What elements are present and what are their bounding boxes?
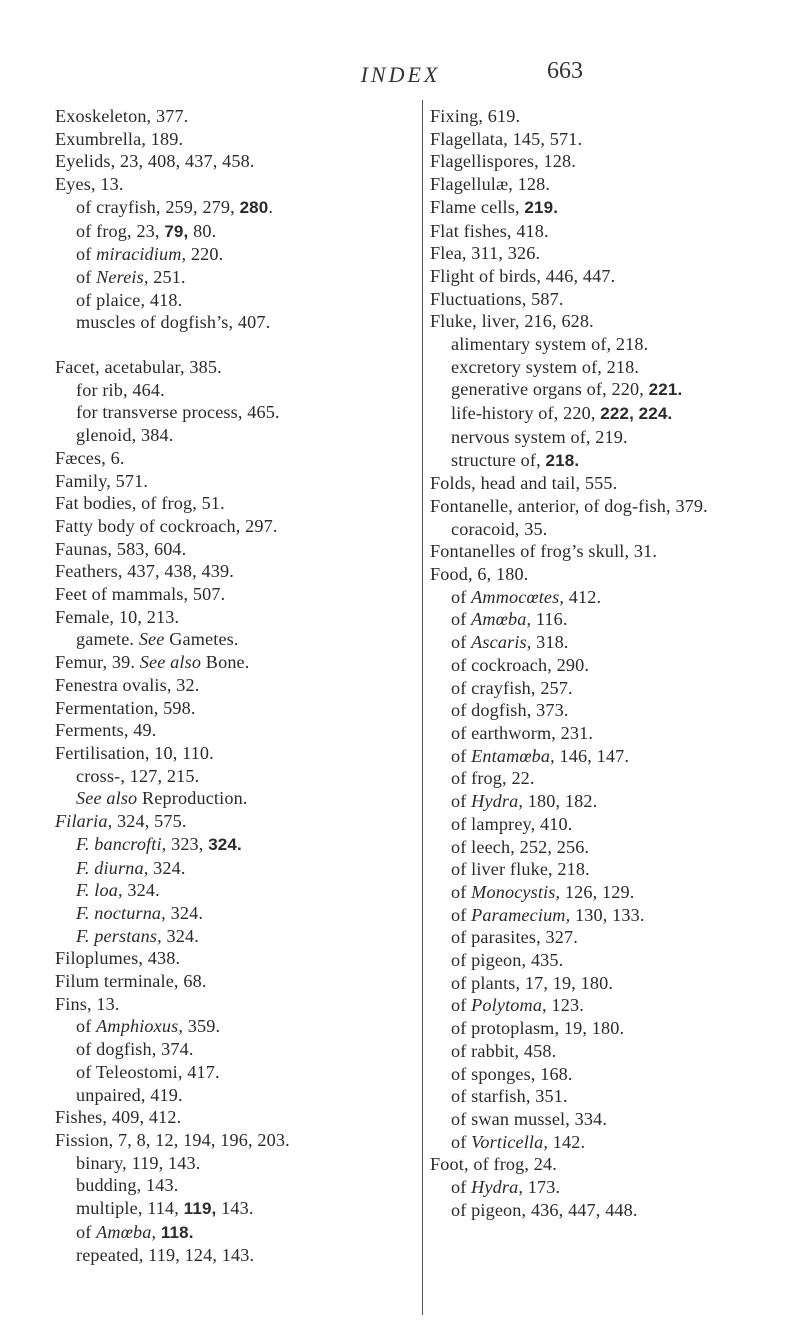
entry-text: of: [451, 791, 472, 812]
index-subentry: [430, 722, 775, 745]
index-subentry: [55, 401, 423, 424]
entry-text: Female, 10, 213.: [55, 606, 180, 627]
entry-text: Flat fishes, 418.: [430, 220, 549, 241]
entry-text: Hydra,: [471, 1177, 524, 1198]
index-subentry: [430, 881, 775, 904]
entry-text: 324.: [208, 834, 242, 854]
entry-text: Feathers, 437, 438, 439.: [55, 561, 234, 582]
entry-text: of crayfish, 257.: [451, 677, 573, 698]
index-subentry: [430, 449, 775, 473]
entry-text: F. nocturna,: [76, 902, 166, 923]
index-entry: [55, 515, 423, 538]
index-subentry: [430, 356, 775, 379]
index-subentry: [55, 266, 423, 289]
index-subentry: [55, 1084, 423, 1107]
entry-text: of: [451, 1131, 472, 1152]
entry-text: Flagellulæ, 128.: [430, 174, 551, 195]
index-entry: [430, 242, 775, 265]
index-entry: [430, 540, 775, 563]
index-entry: [430, 265, 775, 288]
index-entry: [55, 674, 423, 697]
entry-text: Femur, 39.: [55, 652, 140, 673]
index-subentry: [430, 745, 775, 768]
entry-text: generative organs of, 220,: [451, 379, 649, 400]
entry-text: 123.: [546, 995, 584, 1016]
entry-text: 318.: [531, 632, 569, 653]
index-subentry: [430, 1131, 775, 1154]
entry-text: Foot, of frog, 24.: [430, 1154, 557, 1175]
index-subentry: [430, 631, 775, 654]
entry-text: of: [451, 745, 472, 766]
entry-text: F. bancrofti,: [76, 833, 167, 854]
index-entry: [55, 583, 423, 606]
index-entry: [55, 173, 423, 196]
entry-text: of leech, 252, 256.: [451, 836, 590, 857]
entry-text: F. diurna,: [76, 857, 149, 878]
index-column-left: [55, 105, 423, 1267]
index-entry: [55, 492, 423, 515]
index-subentry: [55, 311, 423, 334]
index-subentry: [430, 1199, 775, 1222]
entry-text: of: [451, 632, 472, 653]
entry-text: 323,: [166, 833, 209, 854]
index-subentry: [430, 972, 775, 995]
entry-text: Fertilisation, 10, 110.: [55, 742, 214, 763]
index-subentry: [430, 790, 775, 813]
entry-text: Food, 6, 180.: [430, 564, 529, 585]
entry-text: of liver fluke, 218.: [451, 859, 590, 880]
index-subentry: [55, 196, 423, 220]
entry-text: of cockroach, 290.: [451, 654, 590, 675]
index-entry: [430, 1153, 775, 1176]
entry-text: muscles of dogfish’s, 407.: [76, 312, 271, 333]
entry-text: of parasites, 327.: [451, 927, 578, 948]
entry-text: Filaria,: [55, 811, 113, 832]
entry-text: 143.: [216, 1198, 254, 1219]
index-entry: [430, 220, 775, 243]
index-subentry: [55, 1015, 423, 1038]
entry-text: unpaired, 419.: [76, 1084, 183, 1105]
index-entry: [55, 150, 423, 173]
index-subentry: [430, 677, 775, 700]
column-divider: [422, 100, 423, 1315]
entry-text: Fluctuations, 587.: [430, 288, 564, 309]
index-subentry: [430, 994, 775, 1017]
index-subentry: [430, 608, 775, 631]
entry-text: Fontanelles of frog’s skull, 31.: [430, 541, 658, 562]
index-subentry: [55, 925, 423, 948]
index-entry: [55, 970, 423, 993]
index-column-right: [430, 105, 775, 1221]
index-entry: [430, 472, 775, 495]
entry-text: nervous system of, 219.: [451, 426, 628, 447]
entry-text: of: [451, 881, 472, 902]
entry-text: 220.: [186, 244, 224, 265]
entry-text: Ammocœtes,: [471, 586, 565, 607]
entry-text: Paramecium,: [471, 904, 571, 925]
index-subentry: [430, 926, 775, 949]
index-subentry: [55, 1244, 423, 1267]
index-entry: [55, 697, 423, 720]
entry-text: of starfish, 351.: [451, 1086, 568, 1107]
entry-text: of frog, 23,: [76, 220, 165, 241]
entry-text: Flea, 311, 326.: [430, 243, 541, 264]
index-entry: [55, 470, 423, 493]
index-subentry: [55, 1221, 423, 1245]
page-number: 663: [547, 58, 583, 84]
entry-text: Fat bodies, of frog, 51.: [55, 493, 225, 514]
entry-text: excretory system of, 218.: [451, 356, 640, 377]
entry-text: of: [76, 244, 97, 265]
entry-text: of: [451, 609, 472, 630]
entry-text: Fontanelle, anterior, of dog-fish, 379.: [430, 495, 708, 516]
entry-text: of swan mussel, 334.: [451, 1108, 608, 1129]
entry-text: Fermentation, 598.: [55, 697, 196, 718]
entry-text: 324.: [148, 857, 186, 878]
index-subentry: [430, 586, 775, 609]
entry-text: of: [451, 586, 472, 607]
index-subentry: [430, 402, 775, 426]
entry-text: 218.: [545, 450, 580, 470]
entry-text: of plants, 17, 19, 180.: [451, 972, 614, 993]
entry-text: of dogfish, 374.: [76, 1039, 194, 1060]
entry-text: Filoplumes, 438.: [55, 948, 181, 969]
entry-text: Hydra,: [471, 791, 524, 812]
entry-text: 324.: [165, 902, 204, 923]
entry-text: Vorticella,: [471, 1131, 549, 1152]
entry-text: budding, 143.: [76, 1175, 179, 1196]
entry-text: Ascaris,: [471, 632, 532, 653]
entry-text: 324.: [122, 880, 160, 901]
index-subentry: [55, 289, 423, 312]
index-subentry: [430, 1085, 775, 1108]
entry-text: multiple, 114,: [76, 1198, 184, 1219]
entry-text: of: [451, 995, 472, 1016]
index-subentry: [430, 1063, 775, 1086]
entry-text: 324.: [161, 925, 199, 946]
index-entry: [55, 447, 423, 470]
entry-text: Amphioxus,: [96, 1016, 184, 1037]
index-subentry: [430, 1040, 775, 1063]
index-subentry: [430, 813, 775, 836]
entry-text: of protoplasm, 19, 180.: [451, 1018, 625, 1039]
entry-text: coracoid, 35.: [451, 518, 548, 539]
index-entry: [430, 495, 775, 518]
index-subentry: [55, 765, 423, 788]
index-subentry: [55, 1038, 423, 1061]
index-entry: [430, 288, 775, 311]
entry-text: Fishes, 409, 412.: [55, 1107, 182, 1128]
index-entry: [430, 105, 775, 128]
index-subentry: [55, 1152, 423, 1175]
index-entry: [430, 173, 775, 196]
entry-text: of lamprey, 410.: [451, 813, 573, 834]
index-subentry: [430, 904, 775, 927]
entry-text: Amœba,: [96, 1221, 157, 1242]
index-subentry: [430, 1017, 775, 1040]
entry-text: 412.: [564, 586, 602, 607]
entry-text: of pigeon, 435.: [451, 950, 564, 971]
entry-text: 79,: [164, 221, 189, 241]
index-entry: [430, 128, 775, 151]
running-title: INDEX: [360, 62, 441, 87]
index-entry: [55, 719, 423, 742]
entry-text: glenoid, 384.: [76, 425, 174, 446]
entry-text: 80.: [188, 220, 217, 241]
entry-text: 180, 182.: [523, 791, 598, 812]
index-subentry: [55, 1061, 423, 1084]
index-subentry: [430, 654, 775, 677]
entry-text: Fins, 13.: [55, 993, 120, 1014]
entry-text: F. loa,: [76, 880, 123, 901]
index-subentry: [430, 1176, 775, 1199]
entry-text: of: [76, 266, 97, 287]
entry-text: Exoskeleton, 377.: [55, 106, 189, 126]
entry-text: for transverse process, 465.: [76, 402, 280, 423]
index-subentry: [430, 699, 775, 722]
index-subentry: [55, 379, 423, 402]
entry-text: Flight of birds, 446, 447.: [430, 265, 616, 286]
entry-text: Flagellata, 145, 571.: [430, 128, 583, 149]
index-subentry: [430, 858, 775, 881]
entry-text: Fenestra ovalis, 32.: [55, 674, 200, 695]
entry-text: Fission, 7, 8, 12, 194, 196, 203.: [55, 1129, 290, 1150]
entry-text: miracidium,: [96, 244, 187, 265]
entry-text: 222,: [600, 404, 634, 424]
entry-text: 146, 147.: [554, 745, 630, 766]
entry-text: of dogfish, 373.: [451, 700, 569, 721]
entry-text: 126, 129.: [560, 881, 635, 902]
index-subentry: [55, 857, 423, 880]
entry-text: 173.: [523, 1177, 561, 1198]
index-entry: [55, 947, 423, 970]
index-entry: [430, 563, 775, 586]
index-subentry: [55, 424, 423, 447]
entry-text: See: [138, 629, 165, 650]
index-entry: [55, 538, 423, 561]
entry-text: 142.: [548, 1131, 586, 1152]
page-header: [0, 52, 801, 92]
entry-text: F. perstans,: [76, 925, 162, 946]
index-subentry: [430, 1108, 775, 1131]
entry-text: of: [76, 1221, 97, 1242]
index-subentry: [55, 787, 423, 810]
entry-text: of: [76, 1016, 97, 1037]
entry-text: 116.: [531, 609, 568, 630]
entry-text: life-history of, 220,: [451, 403, 601, 424]
entry-text: of: [451, 904, 472, 925]
entry-text: Eyelids, 23, 408, 437, 458.: [55, 151, 255, 172]
index-entry: [430, 196, 775, 220]
entry-text: of crayfish, 259, 279,: [76, 196, 240, 217]
entry-text: Family, 571.: [55, 470, 149, 491]
index-subentry: [430, 426, 775, 449]
entry-text: of: [451, 1177, 472, 1198]
entry-text: Flame cells,: [430, 196, 525, 217]
index-entry: [55, 1106, 423, 1129]
index-subentry: [55, 833, 423, 857]
index-entry: [55, 560, 423, 583]
index-entry: [55, 651, 423, 674]
entry-text: 251.: [148, 266, 186, 287]
entry-text: for rib, 464.: [76, 379, 165, 400]
entry-text: 359.: [183, 1016, 221, 1037]
entry-text: 221.: [648, 380, 683, 400]
index-entry: [55, 742, 423, 765]
entry-text: Feet of mammals, 507.: [55, 584, 226, 605]
index-entry: [55, 1129, 423, 1152]
entry-text: Fluke, liver, 216, 628.: [430, 311, 594, 332]
index-entry: [55, 810, 423, 833]
entry-text: Reproduction.: [137, 788, 248, 809]
entry-text: Folds, head and tail, 555.: [430, 473, 618, 494]
entry-text: 130, 133.: [570, 904, 645, 925]
index-subentry: [430, 949, 775, 972]
entry-text: Entamœba,: [471, 745, 555, 766]
index-entry: [55, 993, 423, 1016]
entry-text: Faunas, 583, 604.: [55, 538, 187, 559]
entry-text: See also: [139, 652, 202, 673]
entry-text: of earthworm, 231.: [451, 722, 594, 743]
entry-text: 118.: [160, 1222, 194, 1242]
index-subentry: [430, 518, 775, 541]
index-subentry: [55, 243, 423, 266]
index-subentry: [430, 378, 775, 402]
index-entry: [430, 310, 775, 333]
entry-text: Ferments, 49.: [55, 720, 157, 741]
index-subentry: [55, 628, 423, 651]
entry-text: binary, 119, 143.: [76, 1152, 201, 1173]
index-entry: [430, 150, 775, 173]
entry-text: 324, 575.: [112, 811, 187, 832]
entry-text: Facet, acetabular, 385.: [55, 357, 222, 378]
entry-text: Amœba,: [471, 609, 532, 630]
entry-text: Polytoma,: [471, 995, 547, 1016]
entry-text: Fæces, 6.: [55, 447, 125, 468]
entry-text: of Teleostomi, 417.: [76, 1061, 220, 1082]
index-subentry: [55, 1197, 423, 1221]
entry-text: Gametes.: [164, 629, 239, 650]
entry-text: Nereis,: [96, 266, 149, 287]
entry-text: of rabbit, 458.: [451, 1040, 557, 1061]
index-entry: [55, 606, 423, 629]
entry-text: See also: [76, 788, 138, 809]
entry-text: of pigeon, 436, 447, 448.: [451, 1199, 638, 1220]
index-entry: [55, 105, 423, 128]
index-subentry: [55, 1174, 423, 1197]
index-subentry: [430, 767, 775, 790]
entry-text: Eyes, 13.: [55, 174, 124, 195]
entry-text: cross-, 127, 215.: [76, 765, 200, 786]
entry-text: 219.: [524, 197, 559, 217]
index-entry: [55, 356, 423, 379]
entry-text: repeated, 119, 124, 143.: [76, 1245, 255, 1266]
index-subentry: [430, 333, 775, 356]
entry-text: Bone.: [201, 652, 250, 673]
entry-text: of sponges, 168.: [451, 1063, 573, 1084]
entry-text: structure of,: [451, 449, 546, 470]
entry-text: alimentary system of, 218.: [451, 334, 649, 355]
entry-text: 224.: [638, 404, 673, 424]
entry-text: Exumbrella, 189.: [55, 128, 184, 149]
index-subentry: [430, 836, 775, 859]
index-subentry: [55, 902, 423, 925]
index-entry: [55, 128, 423, 151]
entry-text: 119,: [183, 1199, 217, 1219]
entry-text: Filum terminale, 68.: [55, 971, 207, 992]
entry-text: Fatty body of cockroach, 297.: [55, 515, 278, 536]
index-subentry: [55, 879, 423, 902]
entry-text: Flagellispores, 128.: [430, 151, 576, 172]
entry-text: Monocystis,: [471, 881, 561, 902]
entry-text: of plaice, 418.: [76, 289, 183, 310]
entry-text: Fixing, 619.: [430, 106, 521, 126]
entry-text: 280: [239, 197, 269, 217]
entry-text: gamete.: [76, 629, 139, 650]
entry-text: .: [268, 196, 274, 217]
index-subentry: [55, 220, 423, 244]
entry-text: of frog, 22.: [451, 768, 535, 789]
